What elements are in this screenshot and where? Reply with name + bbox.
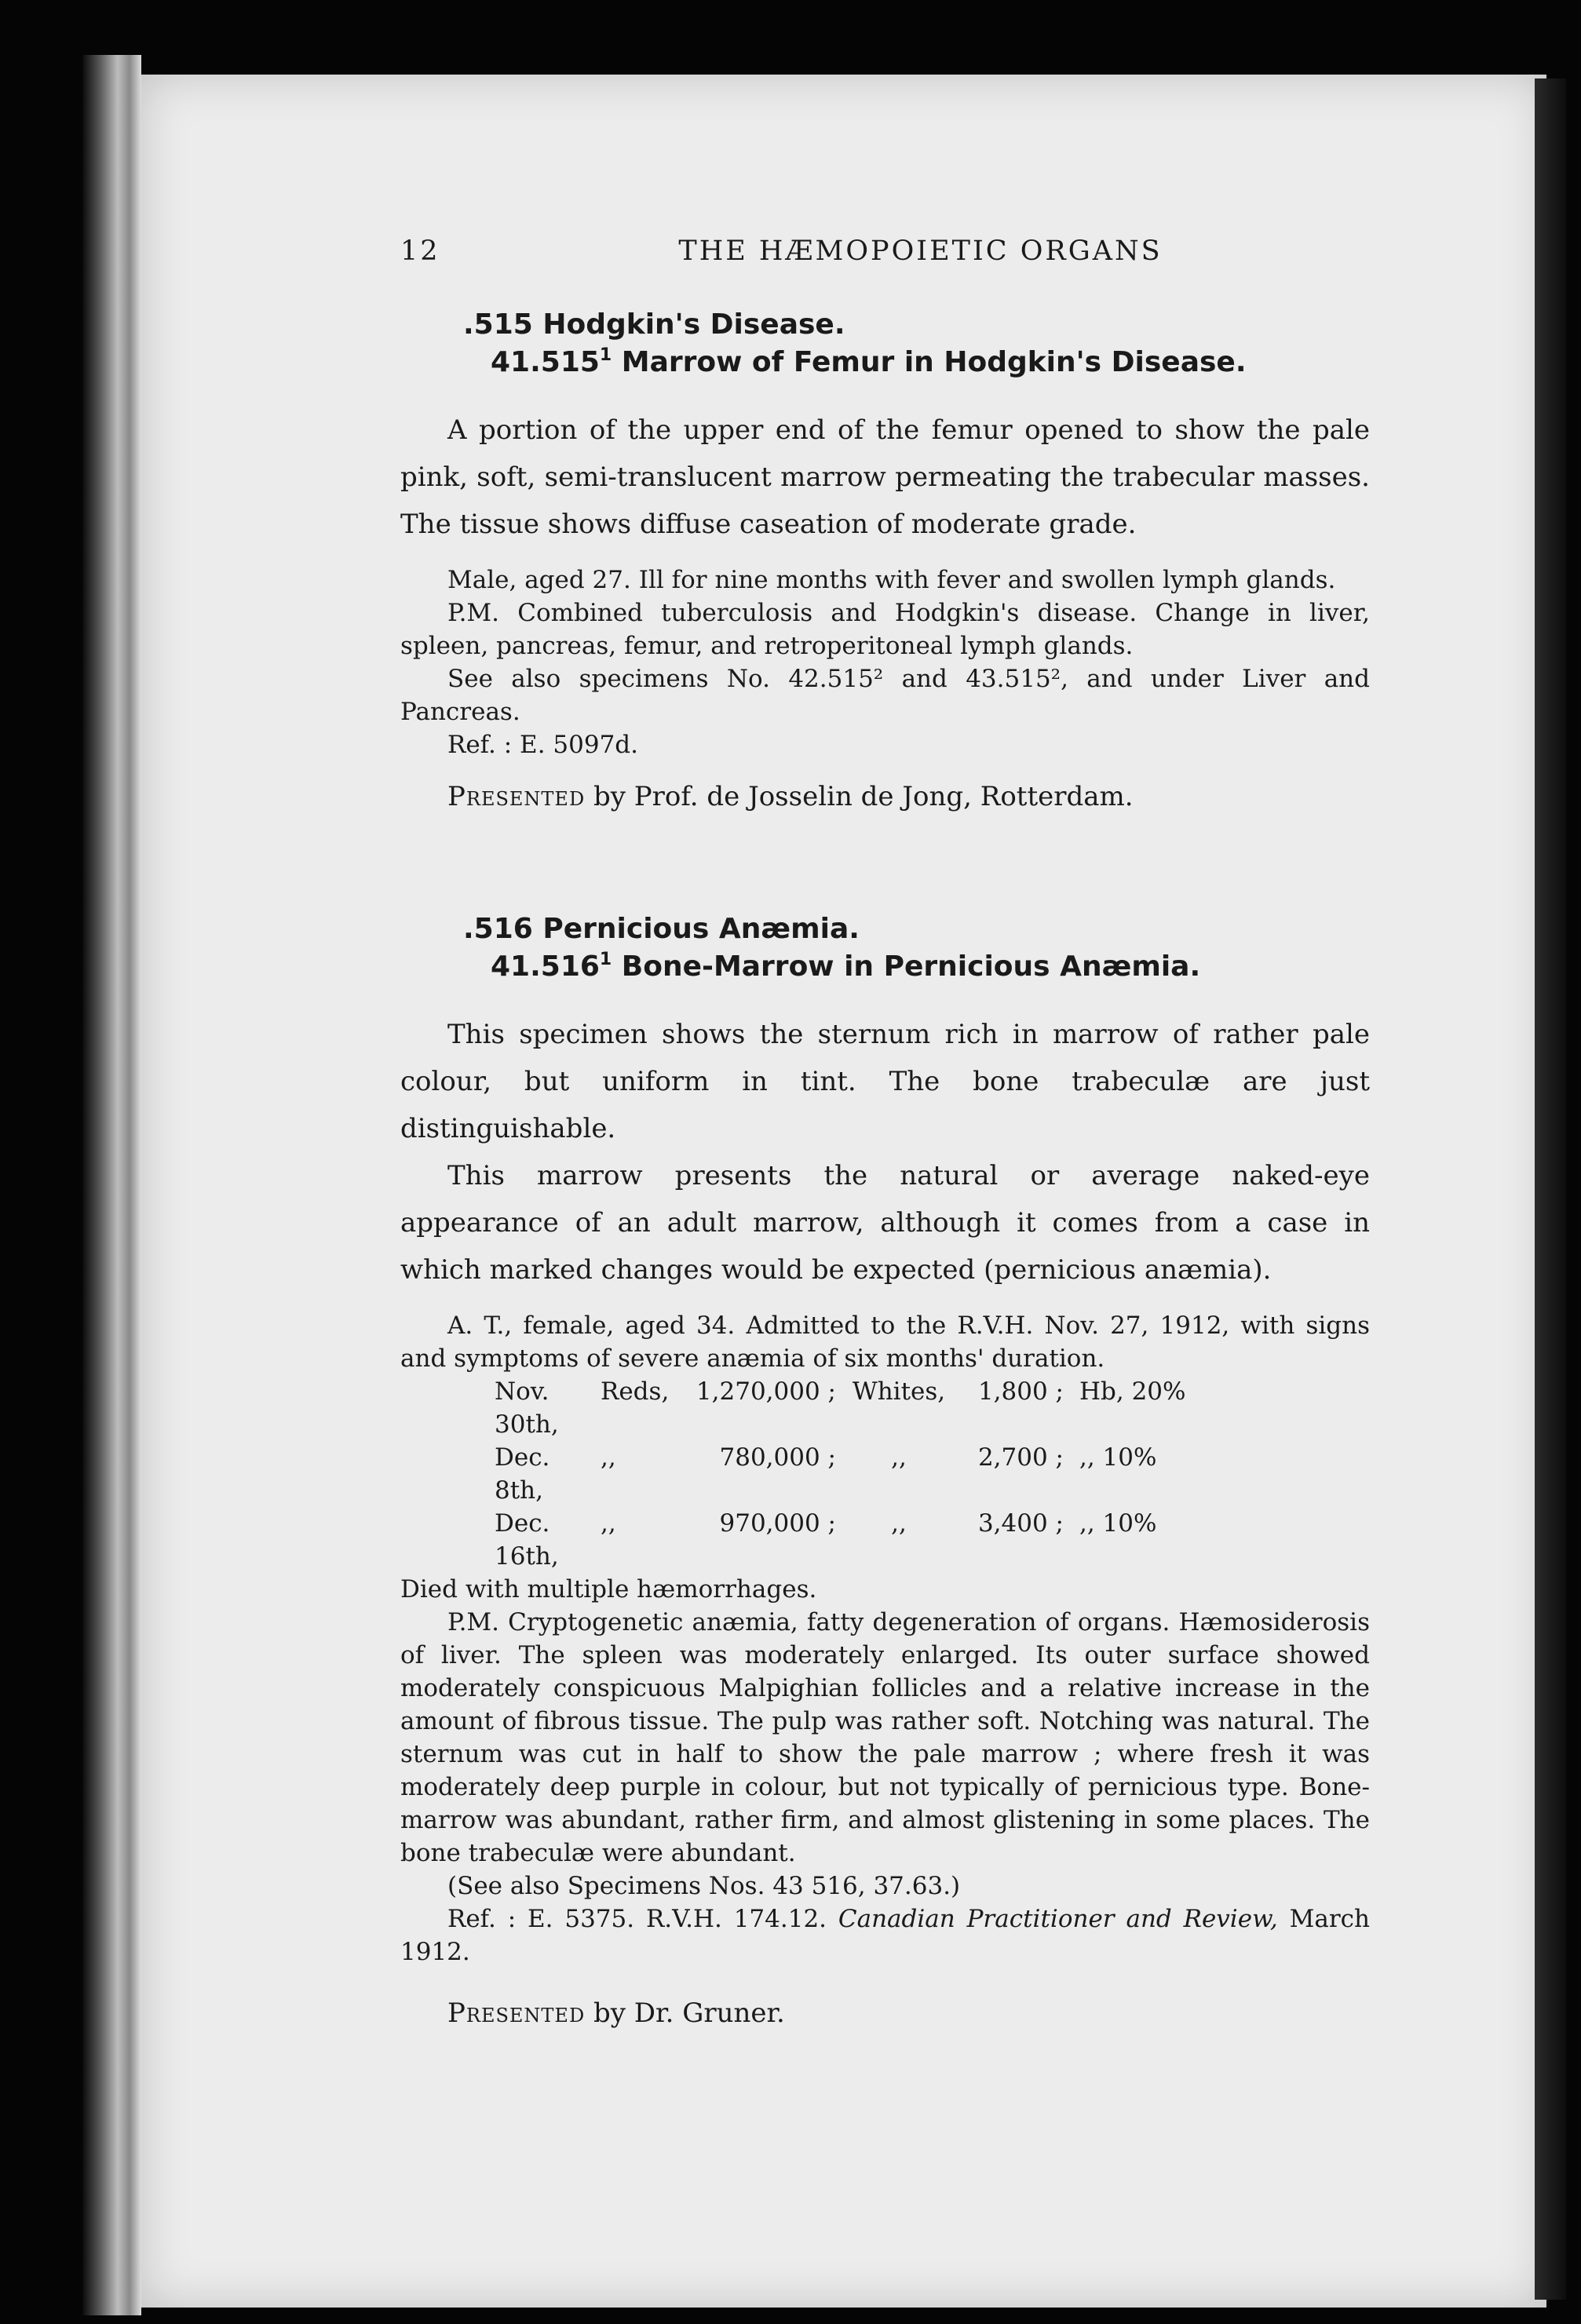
count-hb: ,, 10% [1079,1443,1157,1472]
specimen-title: Bone-Marrow in Pernicious Anæmia. [621,950,1201,983]
presented-label: Presented [447,781,586,812]
running-head [400,228,1370,275]
specimen-sup: 1 [599,345,612,365]
pm-516: P.M. Cryptogenetic anæmia, fatty degeneration of organs. Hæmosiderosis of liver. The spleen was moderately enlarged. Its outer surface showed moderately conspicuous Malpighian follicles and a relative increase in the amount of fibrous tissue. The pulp was rather soft. Notching was natural. The sternum was cut in half to show the pale marrow ; where fresh it was moderately deep purple in colour, but not typically of pernicious type. Bone-marrow was abundant, rather firm, and almost glistening in some places. The bone trabeculæ were abundant. [400,1608,1370,1867]
page-number: 12 [400,235,440,267]
ref-516 [400,1903,1370,1968]
ref-journal: Canadian Practitioner and Review, [838,1905,1278,1933]
count-reds: 780,000 ; [719,1443,836,1472]
count-whites-label: Whites, [852,1377,946,1406]
presented-label: Presented [447,1997,586,2029]
ref-515: Ref. : E. 5097d. [447,731,638,759]
description-515: A portion of the upper end of the femur opened to show the pale pink, soft, semi-translucent marrow permeating the trabecular masses. The tissue shows diffuse caseation of moderate grade. [400,414,1370,540]
presented-515 [400,777,1370,816]
section-heading-515: .515 Hodgkin's Disease. [463,308,845,341]
count-whites: 1,800 ; [977,1377,1064,1406]
page-content [400,228,1370,2033]
history-515: Male, aged 27. Ill for nine months with fever and swollen lymph glands. [447,566,1336,594]
presented-516 [400,1994,1370,2033]
count-whites: 3,400 ; [977,1509,1064,1538]
count-row [495,1375,1370,1441]
count-reds-label: ,, [601,1509,616,1538]
see-also-515: See also specimens No. 42.515² and 43.515², and under Liver and Pancreas. [400,665,1370,726]
count-reds-label: Reds, [601,1377,670,1406]
page-right-edge [1535,78,1566,2300]
pm-515: P.M. Combined tuberculosis and Hodgkin's disease. Change in liver, spleen, pancreas, femur, and retroperitoneal lymph glands. [400,599,1370,660]
count-whites: 2,700 ; [977,1443,1064,1472]
specimen-sup: 1 [599,950,612,969]
count-hb: ,, 10% [1079,1509,1157,1538]
history-516: A. T., female, aged 34. Admitted to the R.V.H. Nov. 27, 1912, with signs and symptoms of severe anæmia of six months' duration. [400,1312,1370,1373]
ref-prefix: Ref. : E. 5375. R.V.H. 174.12. [447,1905,827,1933]
count-date: Dec. 16th, [495,1509,559,1571]
presented-by: by Prof. de Josselin de Jong, Rotterdam. [593,781,1134,812]
specimen-number: 41.516 [491,950,600,983]
count-date: Dec. 8th, [495,1443,550,1505]
died-516: Died with multiple hæmorrhages. [400,1575,817,1603]
specimen-heading-516 [491,948,1370,986]
running-title: THE HÆMOPOIETIC ORGANS [678,235,1163,267]
blood-count-table [495,1375,1370,1573]
specimen-title: Marrow of Femur in Hodgkin's Disease. [621,346,1247,378]
count-reds-label: ,, [601,1443,616,1472]
ref-date: March 1912. [400,1905,1370,1966]
count-row [495,1441,1370,1507]
page-binding-edge [82,55,141,2315]
specimen-heading-515 [491,344,1370,381]
count-reds: 970,000 ; [719,1509,836,1538]
presented-by: by Dr. Gruner. [593,1997,785,2029]
count-hb: Hb, 20% [1079,1377,1186,1406]
count-reds: 1,270,000 ; [696,1377,836,1406]
section-heading-516: .516 Pernicious Anæmia. [463,913,860,945]
count-date: Nov. 30th, [495,1377,559,1439]
count-row [495,1507,1370,1573]
count-whites-label: ,, [891,1443,907,1472]
description-516-b: This marrow presents the natural or average naked-eye appearance of an adult marrow, although it comes from a case in which marked changes would be expected (pernicious anæmia). [400,1160,1370,1286]
specimen-number: 41.515 [491,346,600,378]
description-516-a: This specimen shows the sternum rich in marrow of rather pale colour, but uniform in tint. The bone trabeculæ are just distinguishable. [400,1019,1370,1144]
see-also-516: (See also Specimens Nos. 43 516, 37.63.) [447,1872,961,1900]
count-whites-label: ,, [891,1509,907,1538]
